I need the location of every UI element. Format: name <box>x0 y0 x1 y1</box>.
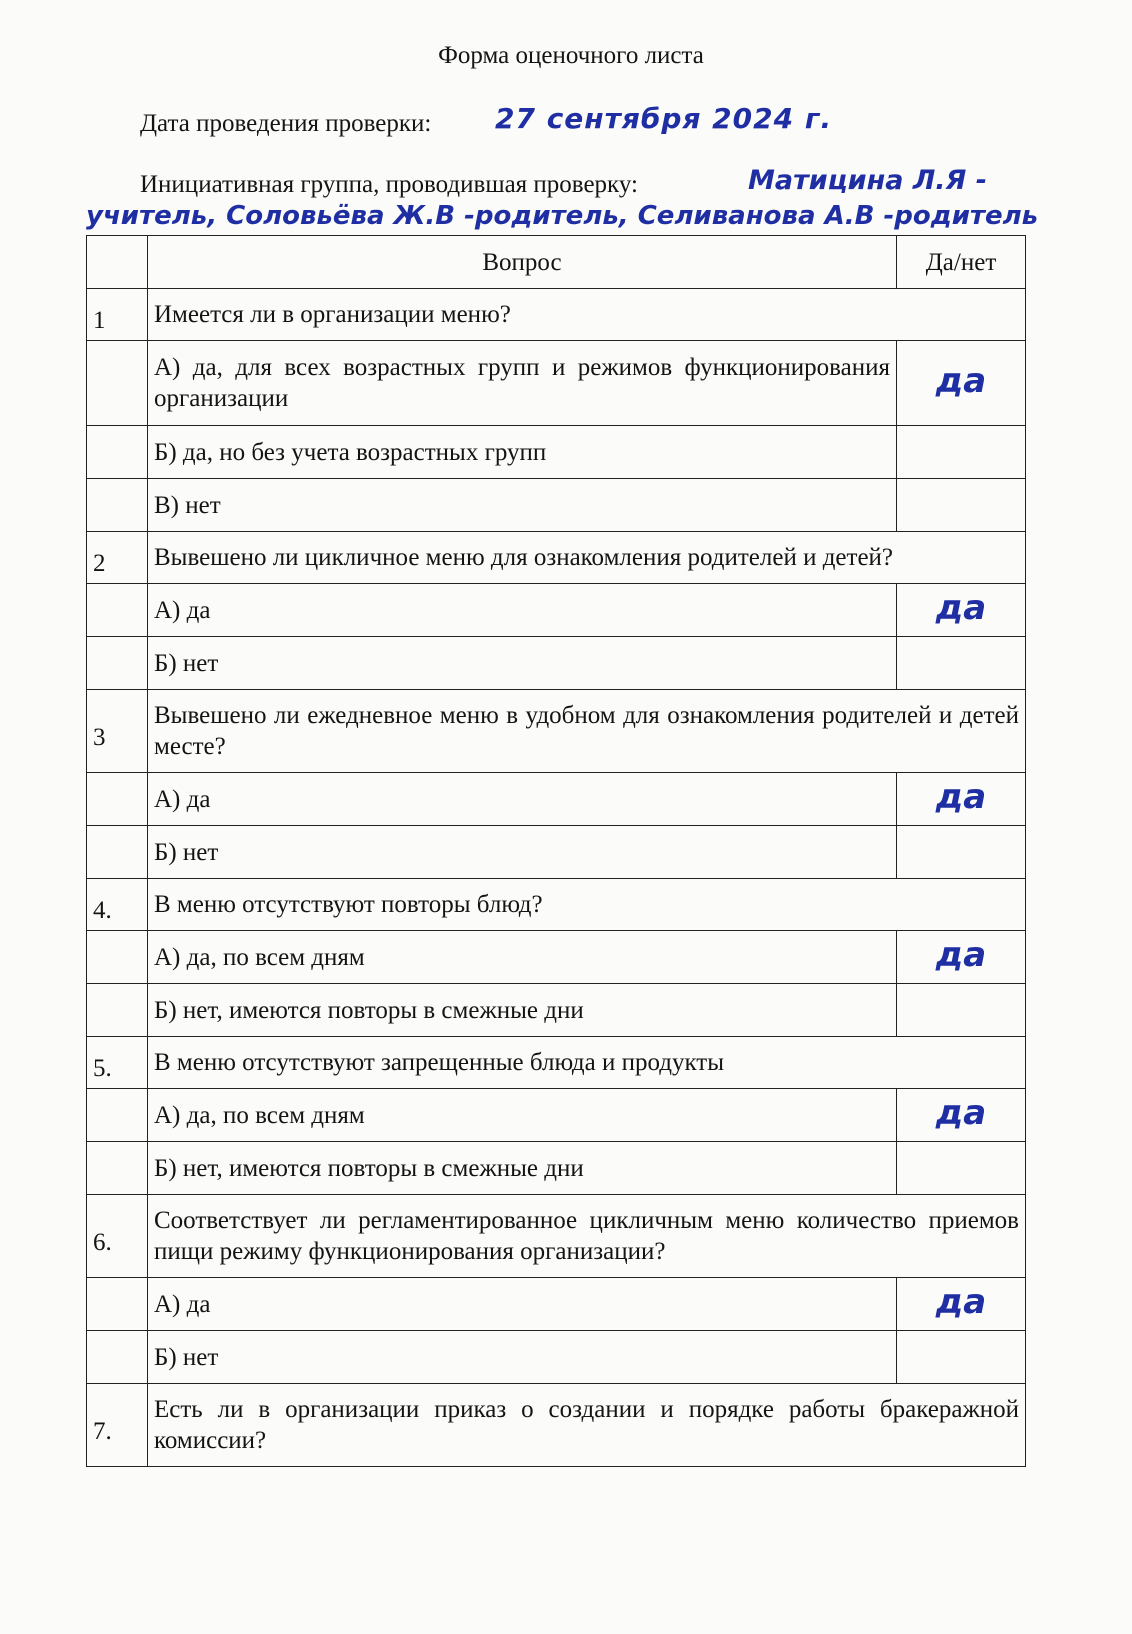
question-row <box>87 1037 1026 1089</box>
option-text: А) да, по всем дням <box>148 931 897 984</box>
option-row <box>87 637 1026 690</box>
option-row <box>87 584 1026 637</box>
answer-cell <box>897 931 1026 984</box>
question-number: 2 <box>87 532 148 584</box>
question-row <box>87 532 1026 584</box>
option-text: Б) да, но без учета возрастных групп <box>148 426 897 479</box>
question-number: 5. <box>87 1037 148 1089</box>
question-text: Имеется ли в организации меню? <box>148 289 1026 341</box>
answer-cell <box>897 773 1026 826</box>
answer-cell <box>897 1331 1026 1384</box>
question-row <box>87 1195 1026 1278</box>
answer-cell <box>897 1142 1026 1195</box>
option-text: А) да, по всем дням <box>148 1089 897 1142</box>
question-number: 1 <box>87 289 148 341</box>
option-text: Б) нет <box>148 1331 897 1384</box>
assessment-table <box>86 235 1026 1467</box>
question-text: В меню отсутствуют повторы блюд? <box>148 879 1026 931</box>
question-text: Соответствует ли регламентированное цикличным меню количество приемов пищи режиму функционирования организации? <box>148 1195 1026 1278</box>
question-number: 3 <box>87 690 148 773</box>
question-number: 7. <box>87 1384 148 1467</box>
answer-cell <box>897 1278 1026 1331</box>
question-text: Вывешено ли ежедневное меню в удобном для ознакомления родителей и детей месте? <box>148 690 1026 773</box>
option-text: В) нет <box>148 479 897 532</box>
handwritten-answer: да <box>935 1282 987 1322</box>
option-row <box>87 1142 1026 1195</box>
option-row <box>87 1089 1026 1142</box>
handwritten-answer: да <box>935 777 987 817</box>
date-label: Дата проведения проверки: <box>140 110 432 137</box>
handwritten-answer: да <box>935 1093 987 1133</box>
option-text: Б) нет, имеются повторы в смежные дни <box>148 984 897 1037</box>
option-row <box>87 826 1026 879</box>
question-number: 6. <box>87 1195 148 1278</box>
option-text: А) да, для всех возрастных групп и режимов функционирования организации <box>148 341 897 426</box>
question-row <box>87 690 1026 773</box>
handwritten-answer: да <box>935 361 987 401</box>
option-text: Б) нет <box>148 826 897 879</box>
option-row <box>87 1331 1026 1384</box>
option-text: А) да <box>148 584 897 637</box>
header-question: Вопрос <box>148 236 897 289</box>
option-text: Б) нет, имеются повторы в смежные дни <box>148 1142 897 1195</box>
page-title: Форма оценочного листа <box>438 42 704 69</box>
option-row <box>87 426 1026 479</box>
table-header-row <box>87 236 1026 289</box>
handwritten-answer: да <box>935 935 987 975</box>
question-text: Есть ли в организации приказ о создании и порядке работы бракеражной комиссии? <box>148 1384 1026 1467</box>
header-num-cell <box>87 236 148 289</box>
question-row <box>87 879 1026 931</box>
option-row <box>87 984 1026 1037</box>
question-row <box>87 289 1026 341</box>
answer-cell <box>897 826 1026 879</box>
answer-cell <box>897 637 1026 690</box>
question-number: 4. <box>87 879 148 931</box>
option-row <box>87 773 1026 826</box>
handwritten-answer: да <box>935 588 987 628</box>
answer-cell <box>897 479 1026 532</box>
answer-cell <box>897 341 1026 426</box>
handwritten-date: 27 сентября 2024 г. <box>495 102 833 135</box>
option-text: А) да <box>148 773 897 826</box>
answer-cell <box>897 1089 1026 1142</box>
answer-cell <box>897 984 1026 1037</box>
answer-cell <box>897 584 1026 637</box>
group-label: Инициативная группа, проводившая проверку: <box>140 171 638 198</box>
answer-cell <box>897 426 1026 479</box>
option-row <box>87 1278 1026 1331</box>
question-text: Вывешено ли цикличное меню для ознакомления родителей и детей? <box>148 532 1026 584</box>
option-row <box>87 479 1026 532</box>
option-row <box>87 341 1026 426</box>
option-text: Б) нет <box>148 637 897 690</box>
question-row <box>87 1384 1026 1467</box>
option-row <box>87 931 1026 984</box>
handwritten-group-line2: учитель, Соловьёва Ж.В -родитель, Селиванова А.В -родитель <box>86 201 1039 231</box>
option-text: А) да <box>148 1278 897 1331</box>
question-text: В меню отсутствуют запрещенные блюда и продукты <box>148 1037 1026 1089</box>
header-answer: Да/нет <box>897 236 1026 289</box>
handwritten-group-line1: Матицина Л.Я - <box>748 165 987 196</box>
